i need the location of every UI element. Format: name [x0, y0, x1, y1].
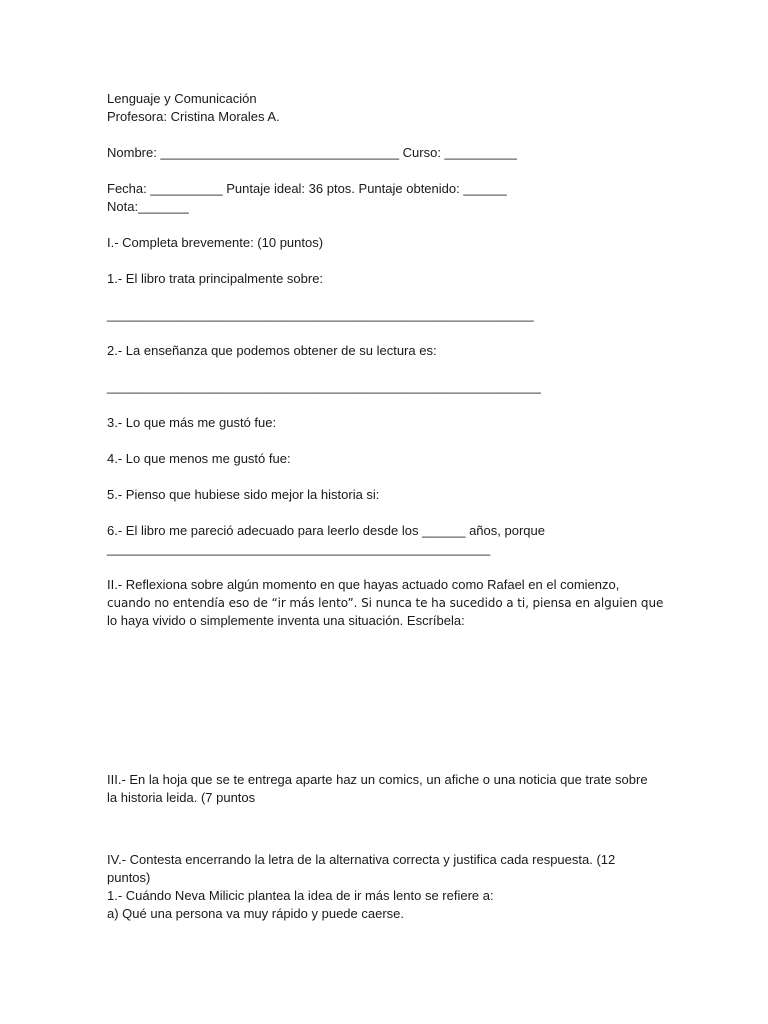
answer-line-2: ____________________________________________________________: [107, 379, 541, 394]
question-5: 5.- Pienso que hubiese sido mejor la historia si:: [107, 487, 380, 502]
section4-line-1: IV.- Contesta encerrando la letra de la alternativa correcta y justifica cada respuesta. (12: [107, 852, 616, 867]
section3-line-1: III.- En la hoja que se te entrega aparte haz un comics, un afiche o una noticia que trate sobre: [107, 772, 648, 787]
section2-line-2: cuando no entendía eso de “ir más lento”. Si nunca te ha sucedido a ti, piensa en alguien que: [107, 596, 664, 610]
section2-line-1: II.- Reflexiona sobre algún momento en que hayas actuado como Rafael en el comienzo,: [107, 577, 620, 592]
name-course-field: Nombre: _________________________________ Curso: __________: [107, 145, 517, 160]
subject-line: Lenguaje y Comunicación: [107, 91, 257, 106]
section3-line-2: la historia leida. (7 puntos: [107, 790, 256, 805]
section4-line-2: puntos): [107, 870, 151, 885]
question-4: 4.- Lo que menos me gustó fue:: [107, 451, 291, 466]
answer-line-1: ___________________________________________________________: [107, 307, 534, 322]
section4-option-a: a) Qué una persona va muy rápido y puede caerse.: [107, 906, 405, 921]
answer-line-6: _____________________________________________________: [107, 541, 491, 556]
question-1: 1.- El libro trata principalmente sobre:: [107, 271, 324, 286]
question-3: 3.- Lo que más me gustó fue:: [107, 415, 277, 430]
section4-question-1: 1.- Cuándo Neva Milicic plantea la idea de ir más lento se refiere a:: [107, 888, 494, 903]
grade-field: Nota:_______: [107, 199, 189, 214]
section2-line-3: lo haya vivido o simplemente inventa una situación. Escríbela:: [107, 613, 465, 628]
teacher-line: Profesora: Cristina Morales A.: [107, 109, 280, 124]
question-6: 6.- El libro me pareció adecuado para leerlo desde los ______ años, porque: [107, 523, 545, 538]
question-2: 2.- La enseñanza que podemos obtener de su lectura es:: [107, 343, 437, 358]
date-score-field: Fecha: __________ Puntaje ideal: 36 ptos. Puntaje obtenido: ______: [107, 181, 507, 196]
section1-title: I.- Completa brevemente: (10 puntos): [107, 235, 324, 250]
